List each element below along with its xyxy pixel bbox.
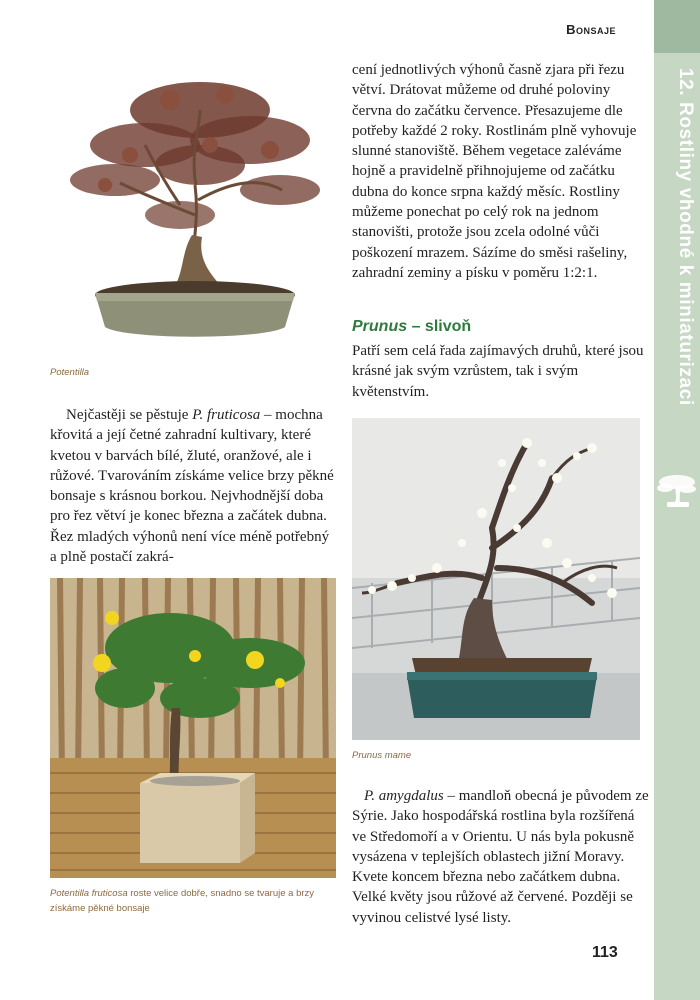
caption-species: Potentilla fruticosa [50, 888, 128, 899]
caption-potentilla-fruticosa [50, 886, 340, 916]
caption-potentilla: Potentilla [50, 367, 90, 378]
species-name: P. fruticosa [192, 407, 261, 423]
paragraph-rest: – mochna křovitá a její četné zahradní kultivary, které kvetou v barvách bílé, žluté, oranžové, ale i růžové. Tvarováním získáme velice brzy pěkné bonsaje s krásnou borkou. Nejvhodnější doba pro řez větví je konec března a začátek dubna. Řez mladých výhonů není více méně potřebný a plně postačí zakrá- [50, 407, 334, 566]
potentilla-fruticosa-photo [50, 578, 336, 878]
amygdalus-text: – mandloň obecná je původem ze Sýrie. Jako hospodářská rostlina byla rozšířená ve Středomoří a v Orientu. U nás byla pokusně vysázena v teplejších oblastech jižní Moravy. Kvete koncem března nebo začátkem dubna. Velké květy jsou růžové až červené. Později se vyvinou celistvé lysé listy. [352, 788, 649, 926]
page-number: 113 [592, 944, 618, 961]
amygdalus-species: P. amygdalus [364, 788, 444, 804]
chapter-title: 12. Rostliny vhodné k miniaturizaci [675, 68, 696, 406]
caption-text: roste velice dobře, snadno se tvaruje a brzy získáme pěkné bonsaje [50, 888, 315, 914]
paragraph-amygdalus [352, 786, 652, 928]
caption-prunus-mume: Prunus mame [352, 750, 412, 761]
paragraph-prunus-intro: Patří sem celá řada zajímavých druhů, které jsou krásné jak svým vzrůstem, tak i svým květenstvím. [352, 343, 644, 400]
bonsai-icon [656, 470, 698, 510]
paragraph-intro: Nejčastěji se pěstuje [66, 407, 193, 423]
heading-genus: Prunus [352, 318, 408, 335]
potentilla-bonsai-photo [50, 55, 330, 355]
heading-common-name: – slivoň [407, 318, 472, 335]
chapter-sidebar [654, 0, 700, 1000]
paragraph-continued: cení jednotlivých výhonů časně zjara při řezu větví. Drátovat můžeme od druhé poloviny června do začátku července. Přesazujeme dle potřeby každé 2 roky. Rostlinám plně vyhovuje slunné stanoviště. Během vegetace zaléváme hojně a pravidelně přihnojujeme od začátku dubna do konce srpna každý měsíc. Rostliny můžeme ponechat po celý rok na jednom stanovišti, protože jsou zcela odolné vůči poškození mrazem. Sázíme do směsi rašeliny, zahradní zeminy a písku v poměru 1:2:1. [352, 62, 637, 281]
prunus-mume-photo [352, 418, 640, 740]
section-heading-prunus [352, 318, 471, 336]
sidebar-tab [654, 0, 700, 53]
running-header: Bonsaje [566, 22, 616, 37]
paragraph-potentilla-fruticosa [50, 405, 338, 567]
